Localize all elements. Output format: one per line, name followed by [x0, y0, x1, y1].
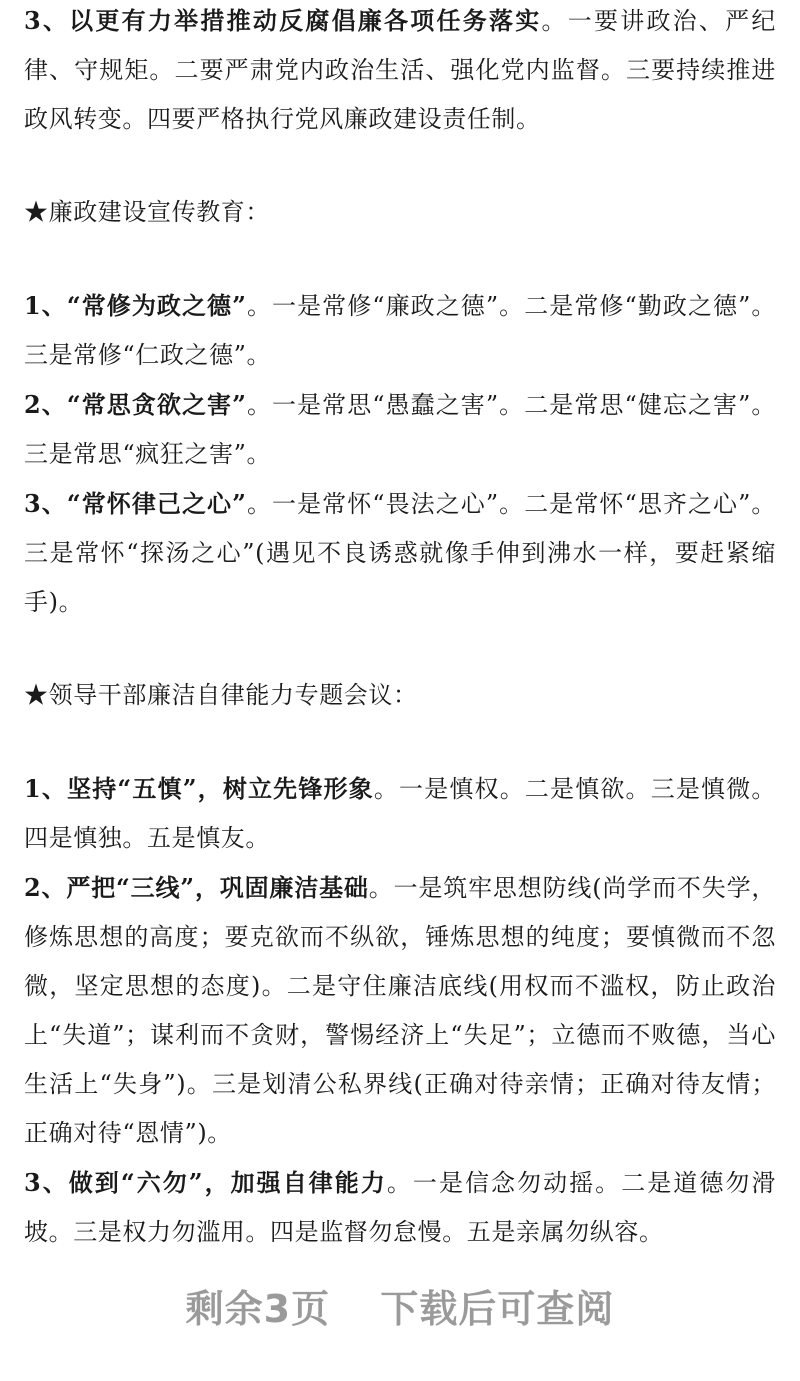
document-body	[24, 0, 776, 1257]
spacer	[24, 237, 776, 281]
paragraph-lead: 3、做到“六勿”，加强自律能力	[24, 1168, 387, 1197]
paragraph-lead: 1、“常修为政之德”	[24, 291, 247, 320]
remaining-pages-note: 剩余3页 下载后可查阅	[185, 1287, 615, 1331]
paragraph-three-lines	[24, 863, 776, 1158]
paragraph-text: 。一是信念勿动摇。二是道德勿滑坡。三是权力勿滥用。四是监督勿怠慢。五是亲属勿纵容。	[24, 1169, 776, 1246]
paragraph-five-cautions	[24, 764, 776, 863]
paragraph-self-discipline	[24, 479, 776, 627]
spacer	[24, 144, 776, 188]
paragraph-six-donts	[24, 1158, 776, 1257]
section-heading-education: ★廉政建设宣传教育：	[24, 198, 270, 226]
paragraph-text: 。一是常修“廉政之德”。二是常修“勤政之德”。三是常修“仁政之德”。	[24, 292, 776, 369]
paragraph-cultivate-virtue	[24, 281, 776, 380]
spacer	[24, 627, 776, 671]
paragraph-text: 。一是筑牢思想防线(尚学而不失学，修炼思想的高度；要克欲而不纵欲，锤炼思想的纯度；要慎微而不忽微，坚定思想的态度)。二是守住廉洁底线(用权而不滥权，防止政治上“失道”；谋利而不贪财，警惕经济上“失足”；立德而不败德，当心生活上“失身”)。三是划清公私界线(正确对待亲情；正确对待友情；正确对待“恩情”)。	[24, 874, 777, 1147]
section-heading-meeting: ★领导干部廉洁自律能力专题会议：	[24, 681, 418, 709]
paragraph-task-implementation	[24, 0, 776, 144]
paragraph-lead: 2、“常思贪欲之害”	[24, 390, 247, 419]
paragraph-lead: 3、以更有力举措推动反腐倡廉各项任务落实	[24, 6, 542, 35]
paragraph-lead: 1、坚持“五慎”，树立先锋形象	[24, 774, 374, 803]
paragraph-text: 。一要讲政治、严纪律、守规矩。二要严肃党内政治生活、强化党内监督。三要持续推进政风转变。四要严格执行党风廉政建设责任制。	[24, 7, 776, 133]
paragraph-text: 。一是常怀“畏法之心”。二是常怀“思齐之心”。三是常怀“探汤之心”(遇见不良诱惑就像手伸到沸水一样，要赶紧缩手)。	[24, 490, 776, 616]
paragraph-lead: 3、“常怀律己之心”	[24, 489, 247, 518]
paragraph-lead: 2、严把“三线”，巩固廉洁基础	[24, 873, 369, 902]
paragraph-greed-harm	[24, 380, 776, 479]
paragraph-text: 。一是慎权。二是慎欲。三是慎微。四是慎独。五是慎友。	[24, 775, 776, 852]
spacer	[24, 720, 776, 764]
paragraph-text: 。一是常思“愚蠢之害”。二是常思“健忘之害”。三是常思“疯狂之害”。	[24, 391, 776, 468]
